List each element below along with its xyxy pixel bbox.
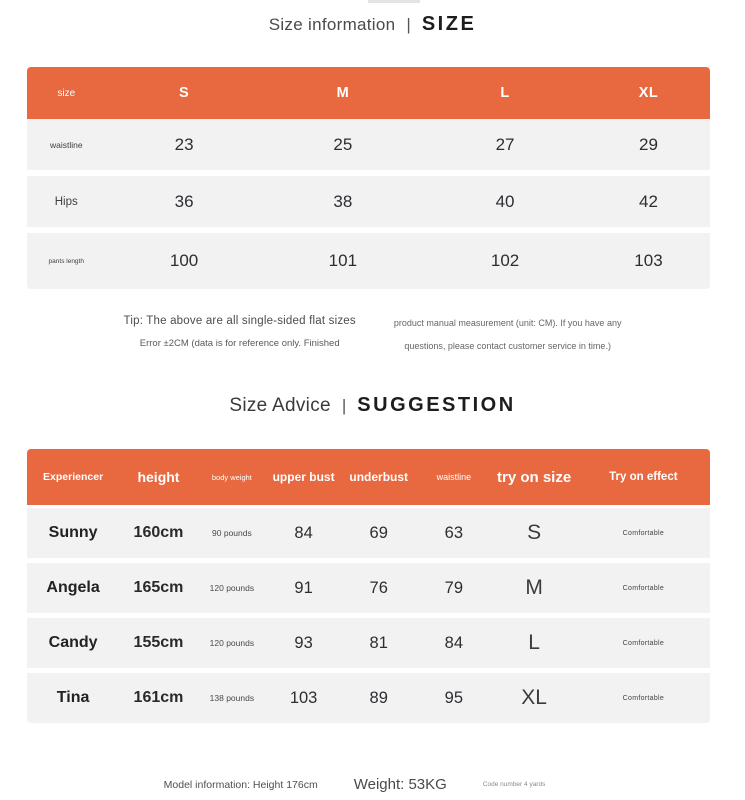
size-table-header-s: S (178, 85, 190, 101)
tip-line: questions, please contact customer service in time.) (404, 341, 611, 351)
cell-upper-bust: 84 (294, 523, 313, 542)
model-info-text: Model information: Height 176cm (163, 778, 318, 791)
cell-effect: Comfortable (622, 584, 665, 592)
advice-table-header (27, 449, 710, 505)
cell-try-on-size: M (525, 576, 543, 599)
cell-experiencer: Candy (48, 634, 98, 651)
advice-table (27, 449, 710, 723)
cell-experiencer: Sunny (48, 524, 98, 541)
size-table-row-hips (27, 176, 710, 227)
cell-upper-bust: 91 (294, 578, 313, 597)
tip-line: Tip: The above are all single-sided flat sizes (123, 315, 356, 327)
cell-value: 42 (639, 191, 658, 211)
top-crop-mark (368, 0, 420, 3)
cell-experiencer: Angela (46, 579, 100, 596)
advice-header-try-on-size: try on size (497, 468, 572, 486)
cell-value: 100 (169, 251, 199, 270)
cell-body-weight: 120 pounds (209, 638, 255, 648)
advice-row-angela (27, 563, 710, 613)
size-table-header-m: M (336, 85, 350, 101)
size-advice-title-left: Size Advice (229, 395, 331, 416)
cell-experiencer: Tina (56, 689, 90, 706)
cell-body-weight: 120 pounds (209, 583, 255, 593)
cell-effect: Comfortable (622, 529, 665, 537)
cell-value: 23 (174, 134, 194, 154)
model-info-footer (0, 776, 727, 793)
cell-underbust: 69 (369, 523, 388, 542)
cell-underbust: 89 (369, 688, 388, 707)
cell-waistline: 95 (444, 688, 464, 707)
cell-upper-bust: 103 (289, 688, 318, 707)
size-info-title-left: Size information (268, 15, 396, 34)
cell-underbust: 81 (369, 633, 388, 652)
advice-header-experiencer: Experiencer (43, 471, 104, 483)
advice-row-candy (27, 618, 710, 668)
cell-try-on-size: L (528, 631, 540, 654)
cell-body-weight: 90 pounds (212, 528, 252, 538)
advice-header-try-on-effect: Try on effect (609, 471, 678, 483)
title-separator: | (341, 396, 347, 415)
advice-row-tina (27, 673, 710, 723)
cell-waistline: 79 (444, 578, 464, 597)
cell-underbust: 76 (369, 578, 388, 597)
cell-waistline: 84 (444, 633, 464, 652)
size-table-header-size: size (57, 87, 76, 99)
advice-header-underbust: underbust (349, 470, 409, 484)
size-advice-title-right: SUGGESTION (357, 394, 516, 416)
model-weight: Weight: 53KG (353, 776, 447, 793)
cell-waistline: 63 (444, 523, 464, 542)
advice-header-height: height (137, 469, 180, 485)
title-separator: | (406, 15, 411, 34)
cell-try-on-size: S (527, 521, 542, 544)
size-info-title-right: SIZE (421, 13, 477, 35)
cell-height: 160cm (133, 524, 184, 541)
tip-right-column (394, 315, 622, 351)
size-table-header (27, 67, 710, 119)
cell-upper-bust: 93 (294, 633, 313, 652)
cell-effect: Comfortable (622, 694, 665, 702)
size-table-row-waistline (27, 119, 710, 170)
size-advice-title (0, 394, 745, 420)
cell-effect: Comfortable (622, 639, 665, 647)
size-table-row-pants-length (27, 233, 710, 289)
size-info-title (0, 0, 745, 39)
advice-header-waistline: waistline (436, 472, 472, 482)
cell-body-weight: 138 pounds (209, 693, 255, 703)
cell-height: 155cm (133, 634, 184, 651)
cell-try-on-size: XL (521, 686, 547, 709)
tip-line: Error ±2CM (data is for reference only. Finished (139, 338, 340, 349)
cell-height: 161cm (133, 689, 184, 706)
row-label: Hips (54, 195, 78, 208)
row-label: waistline (49, 139, 83, 150)
size-table-header-l: L (500, 85, 510, 101)
measurement-tip (0, 315, 745, 351)
size-table-header-xl: XL (638, 85, 659, 101)
cell-value: 40 (495, 191, 515, 211)
code-number: Code number 4 yards (482, 781, 546, 788)
cell-value: 29 (639, 134, 658, 154)
tip-left-column (124, 315, 356, 349)
advice-header-upper-bust: upper bust (272, 470, 335, 484)
row-label: pants length (48, 257, 84, 265)
cell-value: 27 (495, 134, 515, 154)
cell-value: 103 (634, 251, 663, 270)
cell-value: 25 (333, 134, 353, 154)
cell-value: 38 (333, 191, 353, 211)
cell-value: 102 (490, 251, 520, 270)
cell-value: 101 (328, 251, 358, 270)
tip-line: product manual measurement (unit: CM). If you have any (393, 318, 622, 328)
advice-row-sunny (27, 508, 710, 558)
size-table (27, 67, 710, 289)
advice-header-body-weight: body weight (211, 472, 252, 482)
cell-height: 165cm (133, 579, 184, 596)
cell-value: 36 (174, 191, 194, 211)
